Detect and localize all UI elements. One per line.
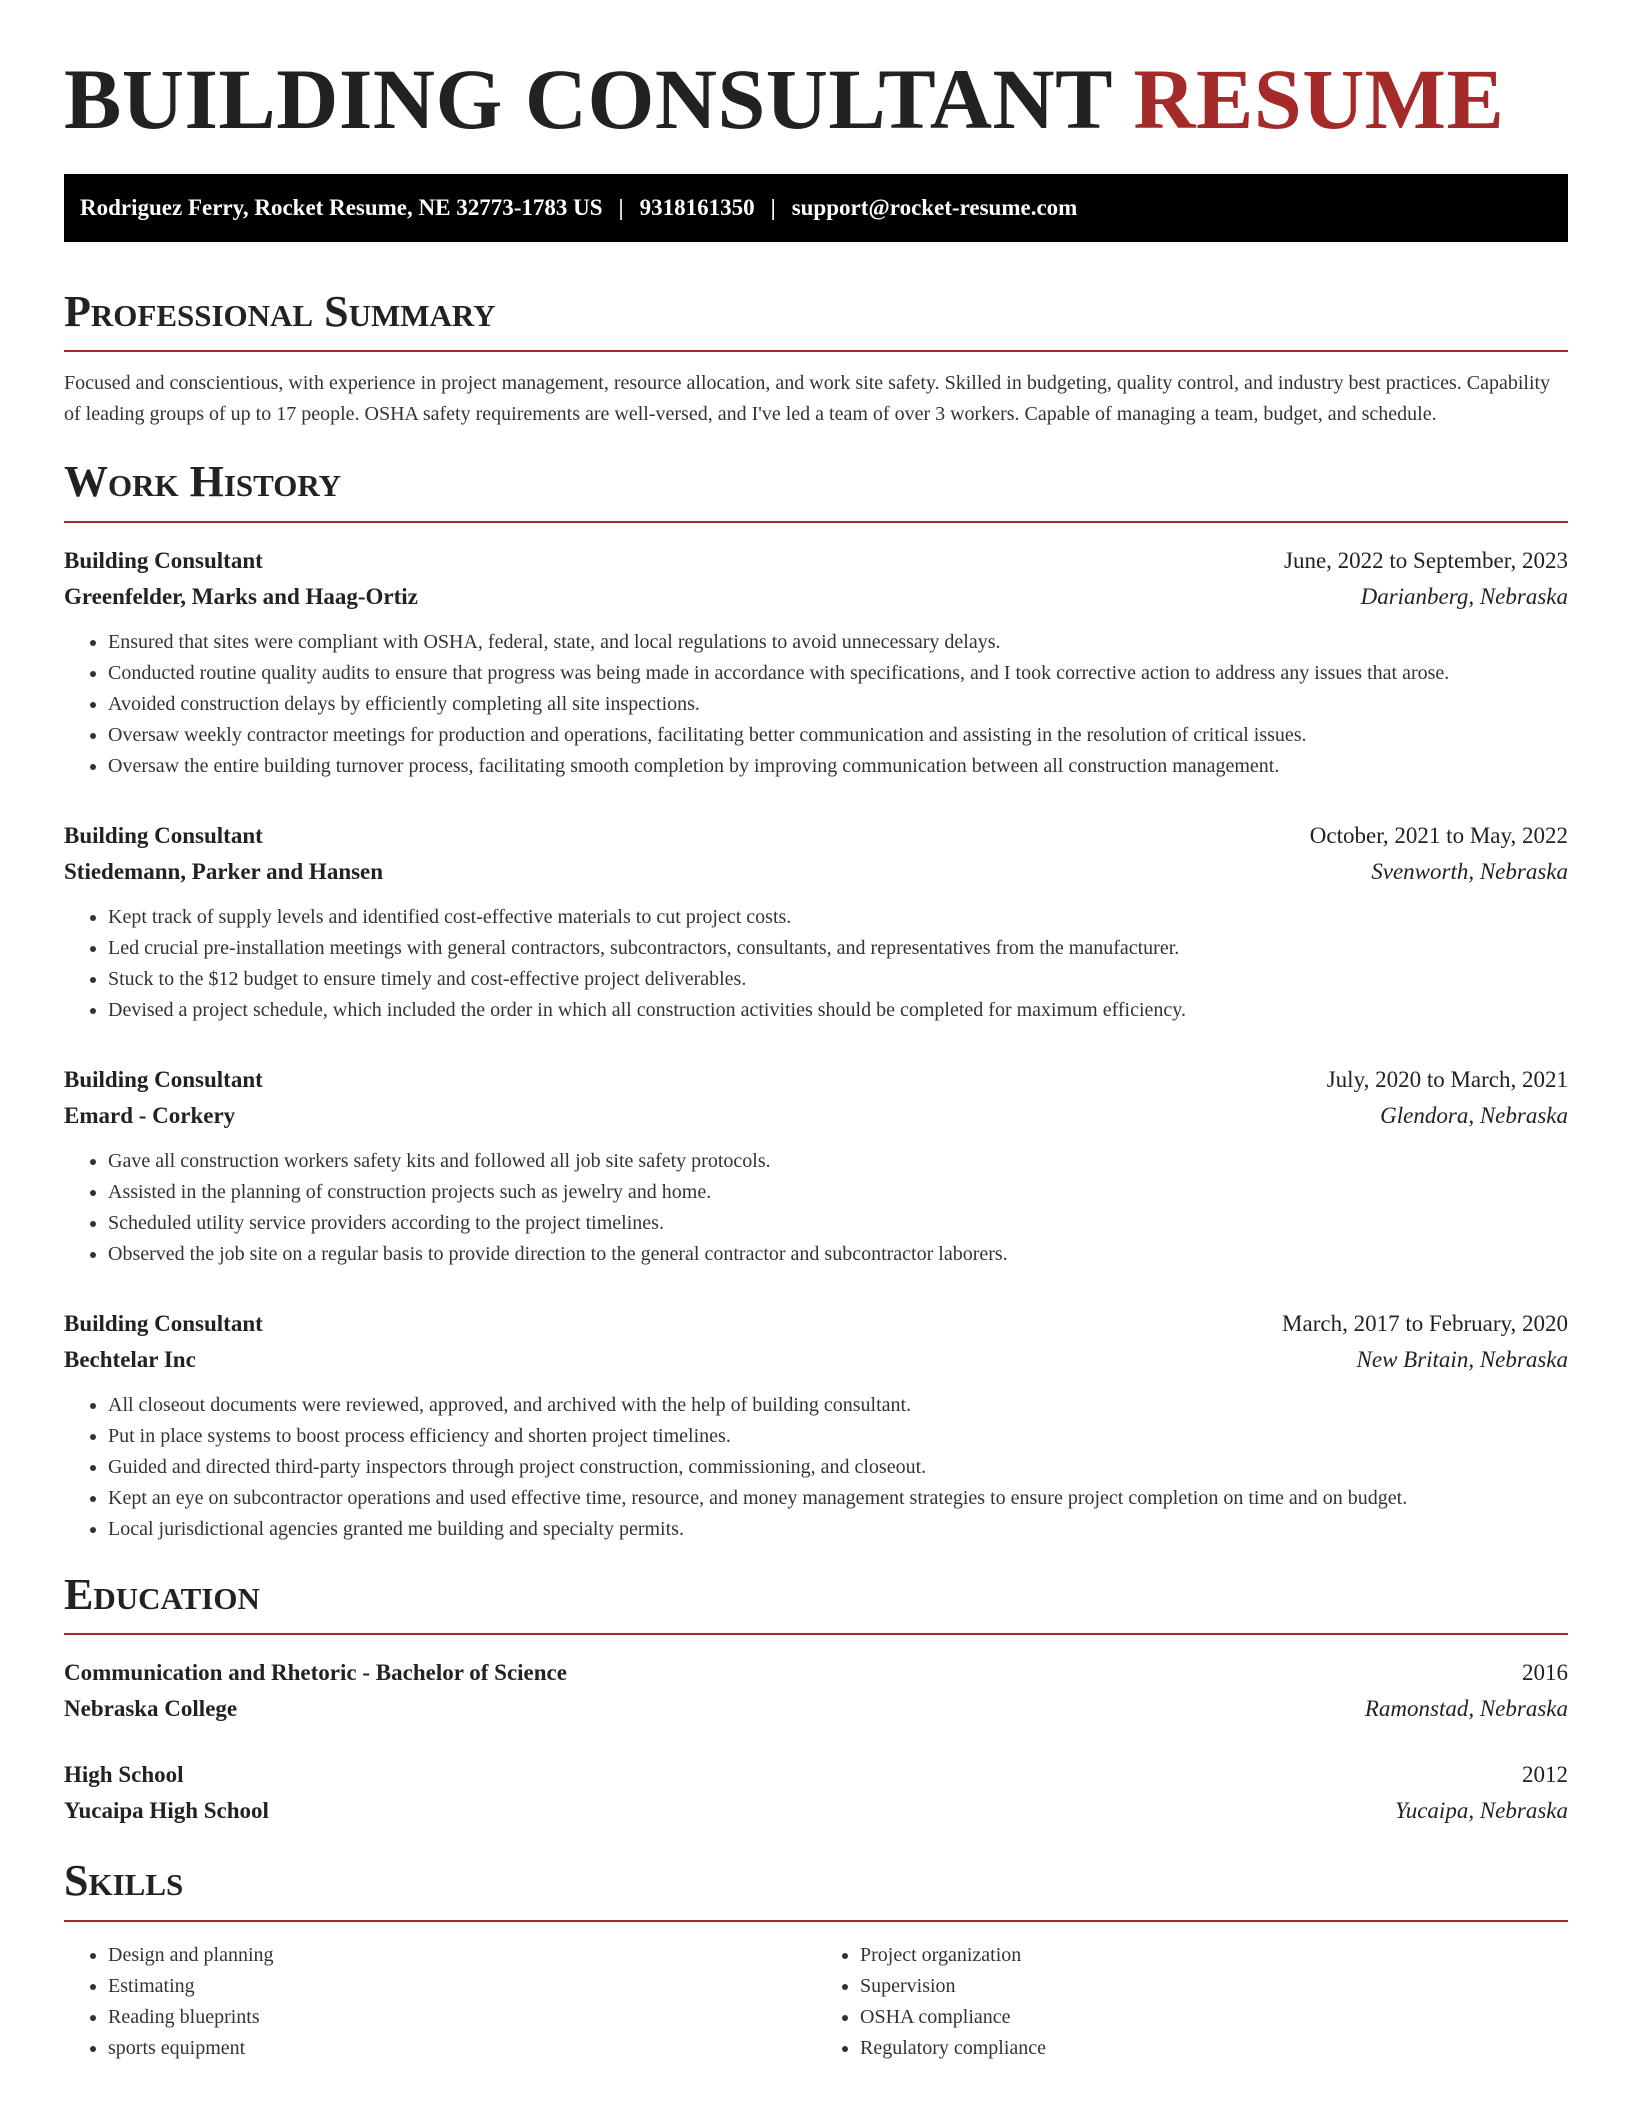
section-heading-skills: Skills <box>64 1856 184 1906</box>
job-entry <box>64 1062 1568 1270</box>
skills-columns <box>64 1940 1568 2064</box>
job-location: Darianberg, Nebraska <box>1360 583 1568 609</box>
job-company: Stiedemann, Parker and Hansen <box>64 858 384 884</box>
job-dates: July, 2020 to March, 2021 <box>1326 1066 1568 1092</box>
education-list <box>64 1655 1568 1829</box>
summary-text: Focused and conscientious, with experience in project management, resource allocation, and work site safety. Skilled in budgeting, quality control, and industry best practices. Capability of leading groups of up to 17 people. OSHA safety requirements are well-versed, and I've led a team of over 3 workers. Capable of managing a team, budget, and schedule. <box>64 372 1551 426</box>
job-bullet: • Kept an eye on subcontractor operations and used effective time, resource, and money management strategies to ensure project completion on time and on budget. <box>108 1483 1568 1514</box>
education-location: Yucaipa, Nebraska <box>1395 1798 1568 1824</box>
job-bullet: • Oversaw weekly contractor meetings for production and operations, facilitating better communication and assisting in the resolution of critical issues. <box>108 720 1568 751</box>
education-school: Yucaipa High School <box>64 1798 269 1824</box>
education-location: Ramonstad, Nebraska <box>1364 1696 1568 1722</box>
job-dates: October, 2021 to May, 2022 <box>1309 822 1568 848</box>
job-company-row <box>64 1098 1568 1134</box>
section-heading-education: Education <box>64 1569 260 1619</box>
contact-separator: | <box>770 195 776 220</box>
job-header-row <box>64 818 1568 854</box>
skills-list-left <box>64 1940 816 2064</box>
education-year: 2012 <box>1522 1762 1568 1788</box>
job-bullet: • Avoided construction delays by efficiently completing all site inspections. <box>108 689 1568 720</box>
skill-item: • sports equipment <box>108 2033 816 2064</box>
education-school: Nebraska College <box>64 1696 238 1722</box>
job-title: Building Consultant <box>64 547 263 573</box>
job-dates: March, 2017 to February, 2020 <box>1282 1310 1568 1336</box>
education-year: 2016 <box>1522 1660 1568 1686</box>
education-degree: High School <box>64 1762 184 1788</box>
job-bullet: • Led crucial pre-installation meetings with general contractors, subcontractors, consultants, and representatives from the manufacturer. <box>108 933 1568 964</box>
section-divider <box>64 521 1568 523</box>
skill-item: • Reading blueprints <box>108 2002 816 2033</box>
job-bullets <box>64 1146 1568 1270</box>
job-bullet: • Observed the job site on a regular basis to provide direction to the general contractor and subcontractor laborers. <box>108 1239 1568 1270</box>
skill-item: • Project organization <box>860 1940 1568 1971</box>
job-bullet: • Conducted routine quality audits to ensure that progress was being made in accordance with specifications, and I took corrective action to address any issues that arose. <box>108 658 1568 689</box>
job-bullet: • Oversaw the entire building turnover process, facilitating smooth completion by improving communication between all construction management. <box>108 751 1568 782</box>
job-bullets <box>64 902 1568 1026</box>
section-heading-summary: Professional Summary <box>64 287 496 336</box>
summary-section <box>64 288 1568 430</box>
contact-bar <box>64 174 1568 242</box>
job-bullet: • Ensured that sites were compliant with OSHA, federal, state, and local regulations to avoid unnecessary delays. <box>108 627 1568 658</box>
job-bullet: • Stuck to the $12 budget to ensure timely and cost-effective project deliverables. <box>108 964 1568 995</box>
title-main: BUILDING CONSULTANT <box>64 51 1112 147</box>
job-dates: June, 2022 to September, 2023 <box>1284 547 1568 573</box>
job-entry <box>64 543 1568 782</box>
education-header-row <box>64 1655 1568 1691</box>
skills-list-right <box>816 1940 1568 2064</box>
job-bullet: • Kept track of supply levels and identified cost-effective materials to cut project costs. <box>108 902 1568 933</box>
job-company: Greenfelder, Marks and Haag-Ortiz <box>64 583 418 609</box>
resume-page <box>64 51 1568 2064</box>
job-title: Building Consultant <box>64 822 263 848</box>
skill-item: • OSHA compliance <box>860 2002 1568 2033</box>
section-divider <box>64 1633 1568 1635</box>
job-bullet: • Local jurisdictional agencies granted me building and specialty permits. <box>108 1514 1568 1545</box>
section-divider <box>64 350 1568 352</box>
job-company-row <box>64 579 1568 615</box>
job-bullet: • All closeout documents were reviewed, approved, and archived with the help of building consultant. <box>108 1390 1568 1421</box>
job-location: New Britain, Nebraska <box>1356 1346 1568 1372</box>
job-bullet: • Gave all construction workers safety kits and followed all job site safety protocols. <box>108 1146 1568 1177</box>
job-bullet: • Guided and directed third-party inspectors through project construction, commissioning, and closeout. <box>108 1452 1568 1483</box>
skill-item: • Design and planning <box>108 1940 816 1971</box>
job-company: Bechtelar Inc <box>64 1346 196 1372</box>
skill-item: • Regulatory compliance <box>860 2033 1568 2064</box>
job-bullets <box>64 1390 1568 1545</box>
title-accent: RESUME <box>1133 51 1505 147</box>
education-school-row <box>64 1793 1568 1829</box>
contact-email[interactable]: support@rocket-resume.com <box>791 195 1078 220</box>
skills-section <box>64 1857 1568 2063</box>
education-header-row <box>64 1757 1568 1793</box>
skill-item: • Estimating <box>108 1971 816 2002</box>
job-company: Emard - Corkery <box>64 1102 236 1128</box>
job-location: Svenworth, Nebraska <box>1371 858 1568 884</box>
section-heading-work-history: Work History <box>64 457 342 507</box>
resume-title <box>64 51 1568 147</box>
job-bullets <box>64 627 1568 782</box>
contact-address: Rodriguez Ferry, Rocket Resume, NE 32773-1783 US <box>80 195 603 220</box>
education-section <box>64 1571 1568 1829</box>
education-entry <box>64 1655 1568 1727</box>
job-company-row <box>64 1342 1568 1378</box>
jobs-list <box>64 543 1568 1545</box>
job-bullet: • Scheduled utility service providers according to the project timelines. <box>108 1208 1568 1239</box>
job-bullet: • Assisted in the planning of construction projects such as jewelry and home. <box>108 1177 1568 1208</box>
job-bullet: • Put in place systems to boost process efficiency and shorten project timelines. <box>108 1421 1568 1452</box>
contact-phone[interactable]: 9318161350 <box>639 195 755 220</box>
education-school-row <box>64 1691 1568 1727</box>
skill-item: • Supervision <box>860 1971 1568 2002</box>
job-header-row <box>64 1306 1568 1342</box>
job-header-row <box>64 543 1568 579</box>
job-company-row <box>64 854 1568 890</box>
job-bullet: • Devised a project schedule, which included the order in which all construction activities should be completed for maximum efficiency. <box>108 995 1568 1026</box>
job-title: Building Consultant <box>64 1310 263 1336</box>
contact-separator: | <box>618 195 624 220</box>
education-degree: Communication and Rhetoric - Bachelor of Science <box>64 1660 567 1686</box>
job-title: Building Consultant <box>64 1066 263 1092</box>
job-header-row <box>64 1062 1568 1098</box>
job-location: Glendora, Nebraska <box>1380 1102 1568 1128</box>
work-history-section <box>64 458 1568 1544</box>
section-divider <box>64 1920 1568 1922</box>
job-entry <box>64 1306 1568 1545</box>
job-entry <box>64 818 1568 1026</box>
education-entry <box>64 1757 1568 1829</box>
